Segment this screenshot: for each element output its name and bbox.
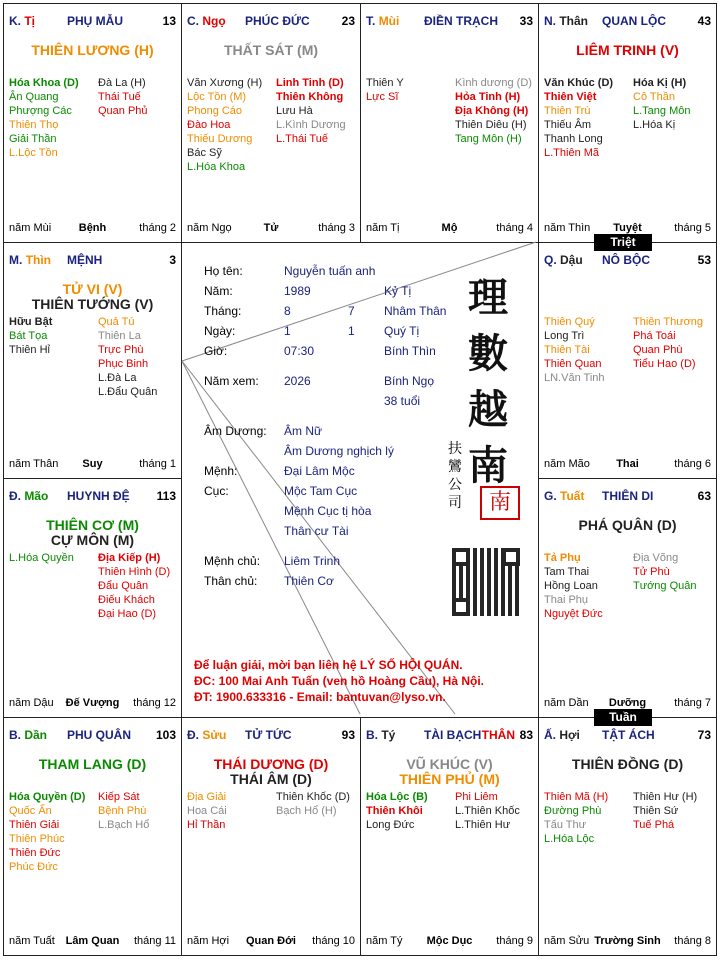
right-stars: Hóa Kị (H) Cô Thần L.Tang Môn L.Hóa Kị xyxy=(633,77,691,131)
age: 38 tuổi xyxy=(384,394,421,408)
main-star: THAM LANG (D) xyxy=(38,756,147,772)
hour-canchi: Bính Thìn xyxy=(384,344,436,358)
palace-thin: M. Thìn MỆNH 3 TỬ VI (V) THIÊN TƯỚNG (V) Hữu Bật Bát Tọa Thiên Hỉ Quả Tú Thiên La Trực Phù Phục Binh L.Đà La L.Đẩu Quân năm Thân Suy tháng 1 xyxy=(3,242,182,479)
main-star: LIÊM TRINH (V) xyxy=(576,42,679,58)
label-than-chu: Thân chủ: xyxy=(204,574,258,588)
left-stars: Thiên Y Lực Sĩ xyxy=(366,77,404,103)
day-canchi: Quý Tị xyxy=(384,324,420,338)
than-chu: Thiên Cơ xyxy=(284,574,334,588)
palace-position: K. Tị xyxy=(9,14,36,28)
left-stars: Hóa Quyền (D) Quốc Ấn Thiên Giải Thiên Phúc Thiên Đức Phúc Đức xyxy=(9,791,86,873)
left-stars: Tả Phụ Tam Thai Hồng Loan Thai Phụ Nguyệt Đức xyxy=(544,552,603,620)
contact-address: ĐC: 100 Mai Anh Tuấn (ven hồ Hoàng Cầu), Hà Nội. xyxy=(194,674,485,688)
main-star-2: THIÊN PHỦ (M) xyxy=(399,771,500,787)
calligraphy: 理數越南 xyxy=(468,274,508,489)
than-cu: Thân cư Tài xyxy=(284,524,349,538)
tuan-tag: Tuần xyxy=(594,709,652,726)
month-canchi: Nhâm Thân xyxy=(384,304,447,318)
left-stars: Thiên Mã (H) Đường Phù Tấu Thư L.Hóa Lộc xyxy=(544,791,609,845)
person-name: Nguyễn tuấn anh xyxy=(284,264,376,278)
label-name: Họ tên: xyxy=(204,264,243,278)
main-star-2: THÁI ÂM (D) xyxy=(230,771,312,787)
lunar-month: 7 xyxy=(348,304,355,318)
label-cuc: Cục: xyxy=(204,484,229,498)
palace-ti: K. Tị PHỤ MẪU 13 THIÊN LƯƠNG (H) Hóa Khoa (D) Ân Quang Phượng Các Thiên Thọ Giải Thần L.Lộc Tồn Đà La (H) Thái Tuế Quan Phủ năm Mùi Bệnh tháng 2 xyxy=(3,3,182,243)
left-stars: Hóa Khoa (D) Ân Quang Phượng Các Thiên Thọ Giải Thần L.Lộc Tồn xyxy=(9,77,79,159)
palace-tuat: G. Tuất THIÊN DI 63 PHÁ QUÂN (D) Tả Phụ Tam Thai Hồng Loan Thai Phụ Nguyệt Đức Địa Võng Tử Phù Tướng Quân năm Dần Dưỡng tháng 7 xyxy=(538,478,717,718)
birth-month: 8 xyxy=(284,304,291,318)
right-stars: Kình dương (D) Hỏa Tinh (H) Địa Không (H) Thiên Diêu (H) Tang Môn (H) xyxy=(455,77,532,145)
year-canchi: Kỷ Tị xyxy=(384,284,412,298)
birth-hour: 07:30 xyxy=(284,344,315,358)
center-info xyxy=(180,240,538,716)
lunar-day: 1 xyxy=(348,324,355,338)
label-view-year: Năm xem: xyxy=(204,374,259,388)
view-year-canchi: Bính Ngọ xyxy=(384,374,435,388)
palace-mao: Đ. Mão HUYNH ĐỆ 113 THIÊN CƠ (M) CỰ MÔN (M) L.Hóa Quyền Địa Kiếp (H) Thiên Hình (D) Đẩu Quân Điếu Khách Đại Hao (D) năm Dậu Đế Vượng tháng 12 xyxy=(3,478,182,718)
main-star: THẤT SÁT (M) xyxy=(223,42,319,58)
left-stars: Văn Khúc (D) Thiên Việt Thiên Trù Thiếu Âm Thanh Long L.Thiên Mã xyxy=(544,77,614,159)
left-stars: Hữu Bật Bát Tọa Thiên Hỉ xyxy=(9,316,53,356)
contact-phone-email[interactable]: ĐT: 1900.633316 - Email: bantuvan@lyso.vn. xyxy=(194,690,446,704)
label-menh: Mệnh: xyxy=(204,464,238,478)
cuc-note: Mệnh Cục tị hòa xyxy=(284,504,372,518)
right-stars: Phi Liêm L.Thiên Khốc L.Thiên Hư xyxy=(455,791,520,831)
amduong: Âm Nữ xyxy=(284,424,323,438)
right-stars: Địa Võng Tử Phù Tướng Quân xyxy=(633,552,697,592)
main-star: THIÊN CƠ (M) xyxy=(46,517,139,533)
main-star: PHÁ QUÂN (D) xyxy=(578,517,677,533)
right-stars: Địa Kiếp (H) Thiên Hình (D) Đẩu Quân Điếu Khách Đại Hao (D) xyxy=(98,552,171,620)
palace-number: 13 xyxy=(162,14,176,28)
label-day: Ngày: xyxy=(204,324,236,338)
label-year: Năm: xyxy=(204,284,233,298)
right-stars: Linh Tinh (D) Thiên Không Lưu Hà L.Kình Dương L.Thái Tuế xyxy=(276,77,346,145)
main-star-2: CỰ MÔN (M) xyxy=(50,532,135,548)
amduong-note: Âm Dương nghịch lý xyxy=(284,444,394,458)
cuc: Mộc Tam Cục xyxy=(284,484,358,498)
label-amduong: Âm Dương: xyxy=(204,424,267,438)
menh-chu: Liêm Trinh xyxy=(284,554,341,568)
contact-line-1: Để luận giải, mời bạn liên hệ LÝ SỐ HỘI QUÁN. xyxy=(194,658,463,672)
triet-tag: Triệt xyxy=(594,234,652,251)
palace-than: N. Thân QUAN LỘC 43 LIÊM TRINH (V) Văn Khúc (D) Thiên Việt Thiên Trù Thiếu Âm Thanh Long L.Thiên Mã Hóa Kị (H) Cô Thần L.Tang Môn L.Hóa Kị năm Thìn Tuyệt tháng 5 xyxy=(538,3,717,243)
palace-ngo: C. Ngọ PHÚC ĐỨC 23 THẤT SÁT (M) Văn Xương (H) Lộc Tồn (M) Phong Cáo Đào Hoa Thiếu Dương Bác Sỹ L.Hóa Khoa Linh Tinh (D) Thiên Không Lưu Hà L.Kình Dương L.Thái Tuế năm Ngọ Tử tháng 3 xyxy=(181,3,361,243)
right-stars: Thiên Thương Phá Toái Quan Phù Tiểu Hao (D) xyxy=(633,316,704,370)
than-marker: THÂN xyxy=(481,728,515,742)
seal-stamp: 南 xyxy=(480,486,520,520)
palace-ty: B. Tý TÀI BẠCH THÂN 83 VŨ KHÚC (V) THIÊN PHỦ (M) Hóa Lộc (B) Thiên Khôi Long Đức Phi Liêm L.Thiên Khốc L.Thiên Hư năm Tý Mộc Dục tháng 9 xyxy=(360,717,539,956)
left-stars: Văn Xương (H) Lộc Tồn (M) Phong Cáo Đào Hoa Thiếu Dương Bác Sỹ L.Hóa Khoa xyxy=(187,77,263,173)
right-stars: Thiên Khốc (D) Bạch Hổ (H) xyxy=(276,791,350,817)
palace-name: PHỤ MẪU xyxy=(67,14,123,28)
birth-day: 1 xyxy=(284,324,291,338)
label-menh-chu: Mệnh chủ: xyxy=(204,554,261,568)
main-star: VŨ KHÚC (V) xyxy=(406,756,493,772)
view-year: 2026 xyxy=(284,374,311,388)
main-star-2: THIÊN TƯỚNG (V) xyxy=(31,296,154,312)
left-stars: L.Hóa Quyền xyxy=(9,552,74,564)
side-text: 扶鸞公司 xyxy=(448,441,462,511)
menh: Đại Lâm Mộc xyxy=(284,464,355,478)
birth-year: 1989 xyxy=(284,284,311,298)
qr-code-icon[interactable] xyxy=(452,548,520,616)
palace-dau: Q. Dậu NÔ BỘC 53 Thiên Quý Long Trì Thiên Tài Thiên Quan LN.Văn Tinh Thiên Thương Phá Toái Quan Phù Tiểu Hao (D) năm Mão Thai tháng 6 xyxy=(538,242,717,479)
palace-dan: B. Dần PHU QUÂN 103 THAM LANG (D) Hóa Quyền (D) Quốc Ấn Thiên Giải Thiên Phúc Thiên Đức Phúc Đức Kiếp Sát Bệnh Phù L.Bạch Hổ năm Tuất Lâm Quan tháng 11 xyxy=(3,717,182,956)
main-star: THIÊN ĐỒNG (D) xyxy=(571,756,684,772)
left-stars: Thiên Quý Long Trì Thiên Tài Thiên Quan LN.Văn Tinh xyxy=(544,316,605,384)
palace-mui: T. Mùi ĐIỀN TRẠCH 33 Thiên Y Lực Sĩ Kình dương (D) Hỏa Tinh (H) Địa Không (H) Thiên Diêu (H) Tang Môn (H) năm Tị Mộ tháng 4 xyxy=(360,3,539,243)
left-stars: Địa Giải Hoa Cái Hỉ Thần xyxy=(187,791,227,831)
label-hour: Giờ: xyxy=(204,344,228,358)
palace-hoi: Ấ. Hợi TẬT ÁCH 73 THIÊN ĐỒNG (D) Thiên Mã (H) Đường Phù Tấu Thư L.Hóa Lộc Thiên Hư (H) Thiên Sứ Tuế Phá năm Sửu Trường Sinh tháng 8 xyxy=(538,717,717,956)
main-star: THIÊN LƯƠNG (H) xyxy=(31,42,154,58)
left-stars: Hóa Lộc (B) Thiên Khôi Long Đức xyxy=(366,791,428,831)
right-stars: Quả Tú Thiên La Trực Phù Phục Binh L.Đà La L.Đẩu Quân xyxy=(98,316,158,398)
right-stars: Đà La (H) Thái Tuế Quan Phủ xyxy=(98,77,148,117)
main-star: THÁI DƯƠNG (D) xyxy=(213,756,329,772)
right-stars: Thiên Hư (H) Thiên Sứ Tuế Phá xyxy=(633,791,698,831)
palace-suu: Đ. Sửu TỬ TỨC 93 THÁI DƯƠNG (D) THÁI ÂM (D) Địa Giải Hoa Cái Hỉ Thần Thiên Khốc (D) Bạch Hổ (H) năm Hợi Quan Đới tháng 10 xyxy=(181,717,361,956)
right-stars: Kiếp Sát Bệnh Phù L.Bạch Hổ xyxy=(98,791,150,831)
main-star: TỬ VI (V) xyxy=(62,281,123,297)
label-month: Tháng: xyxy=(204,304,242,318)
